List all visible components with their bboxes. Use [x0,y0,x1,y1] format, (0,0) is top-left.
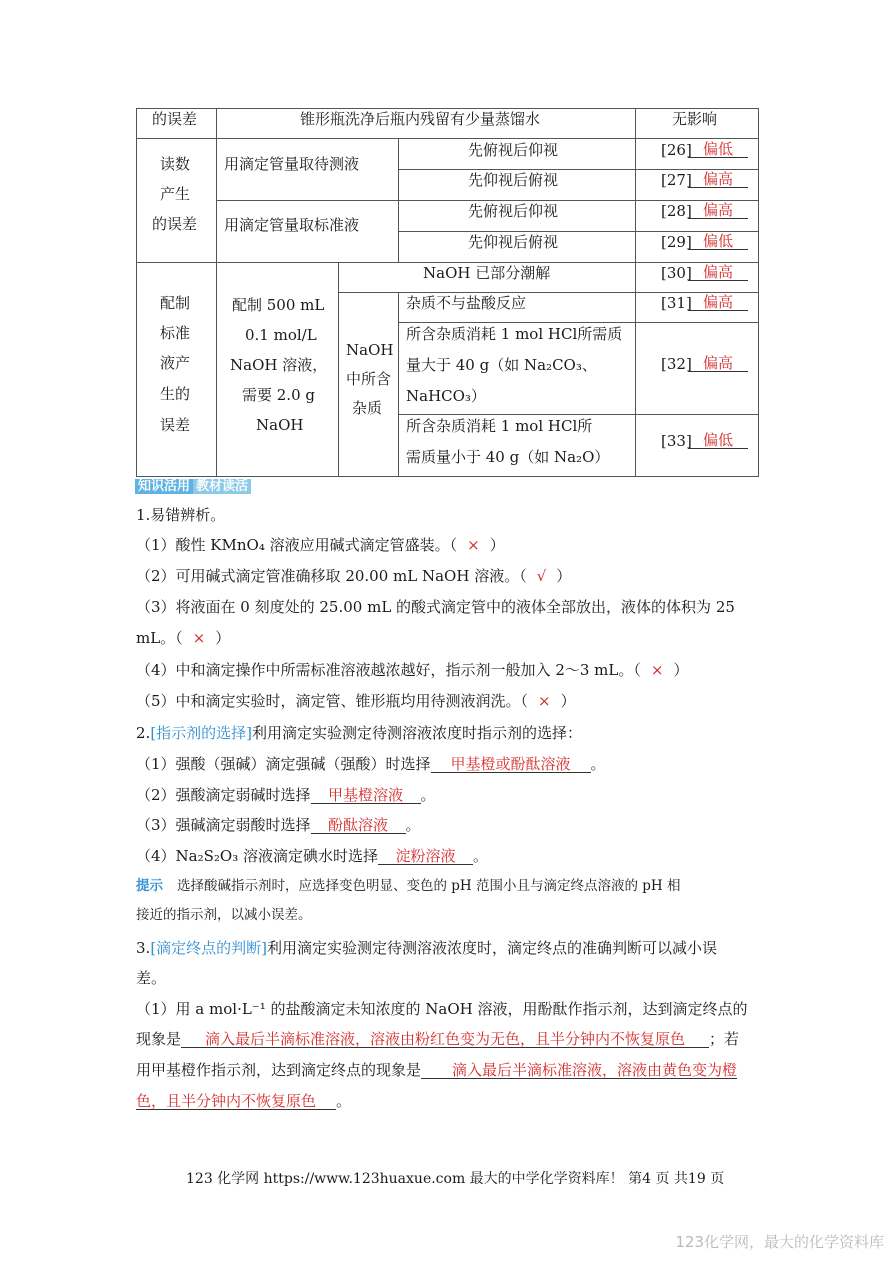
badge-textbook: 教材读活 [193,479,251,494]
q3-p1-text: 。 [336,1092,352,1110]
row0-operation: 锥形瓶洗净后瓶内残留有少量蒸馏水 [300,110,541,128]
answer-blank: 滴入最后半滴标准溶液，溶液由黄色变为橙 [421,1063,737,1079]
prep-sub-line: 0.1 mol/L [245,326,317,344]
read-label-line: 读数 [160,155,191,173]
q2-item [136,788,436,804]
q2-item [136,818,421,834]
q2-item-end: 。 [473,847,489,865]
prep-sub-line: 需要 2.0 g [242,386,315,404]
answer-blank: 滴入最后半滴标准溶液，溶液由粉红色变为无色，且半分钟内不恢复原色 [181,1032,709,1048]
impurity-line: 杂质 [352,399,383,417]
q1-item [136,600,735,615]
q1-item [136,663,688,678]
q2-item-end: 。 [420,786,436,804]
prep-label-line: 生的 [160,385,191,403]
q1-item-text: （4）中和滴定操作中所需标准溶液越浓越好，指示剂一般加入 2～3 mL。（ [136,661,641,679]
answer-number: [27] [661,171,692,189]
q3-title [136,941,717,956]
q1-item-text: （3）将液面在 0 刻度处的 25.00 mL 的酸式滴定管中的液体全部放出，液体的体积为 25 [136,598,735,616]
q1-item-text: （1）酸性 KMnO₄ 溶液应用碱式滴定管盛装。（ [136,536,458,554]
q1-item-text: （2）可用碱式滴定管准确移取 20.00 mL NaOH 溶液。（ [136,567,527,585]
q2-title-text: 利用滴定实验测定待测溶液浓度时指示剂的选择： [252,724,583,742]
hint-label: 提示 [136,878,163,894]
q1-item-close: ） [673,661,689,679]
check-mark: √ [536,567,547,585]
q1-item [136,569,571,584]
read-op: 先仰视后俯视 [468,171,559,189]
answer-blank: 酚酞溶液 [311,818,406,834]
q3-p1-line [136,1094,351,1110]
answer-number: [30] [661,264,692,282]
row0-label: 的误差 [152,110,198,128]
prep-op: 量大于 40 g（如 Na₂CO₃、 [406,356,597,374]
q3-p1-text: 用甲基橙作指示剂，达到滴定终点的现象是 [136,1061,422,1079]
q2-item-text: （2）强酸滴定弱碱时选择 [136,786,311,804]
prep-sub-line: 配制 500 mL [232,296,325,314]
badge-knowledge: 知识活用 [135,479,193,494]
page-footer: 123 化学网 https://www.123huaxue.com 最大的中学化学资料库！ 第4 页 共19 页 [186,1171,725,1187]
read-op: 先俯视后仰视 [468,141,559,159]
prep-op: 所含杂质消耗 1 mol HCl所需质 [406,325,623,343]
q1-item-text: （5）中和滴定实验时，滴定管、锥形瓶均用待测液润洗。（ [136,692,529,710]
q2-item-text: （1）强酸（强碱）滴定强碱（强酸）时选择 [136,755,431,773]
answer-number: [31] [661,294,692,312]
answer-blank: 色，且半分钟内不恢复原色 [136,1094,336,1110]
answer-blank: 甲基橙或酚酞溶液 [431,757,591,773]
prep-label-line: 配制 [160,294,191,312]
q2-tag: [指示剂的选择] [150,724,253,742]
q2-item-text: （3）强碱滴定弱酸时选择 [136,816,311,834]
answer-blank: 偏高 [688,172,748,188]
cross-mark: × [467,536,480,554]
answer-blank: 偏高 [688,356,748,372]
answer-blank: 偏高 [688,265,748,281]
watermark: 123化学网，最大的化学资料库 [675,1233,884,1251]
q2-item-text: （4）Na₂S₂O₃ 溶液滴定碘水时选择 [136,847,378,865]
section-badges [135,478,251,494]
q1-item [136,694,576,709]
q1-title: 1.易错辨析。 [136,506,226,524]
prep-op: 所含杂质消耗 1 mol HCl所 [406,417,593,435]
q3-p1-line [136,1063,737,1079]
answer-number: [29] [661,233,692,251]
q3-title-text: 利用滴定实验测定待测溶液浓度时，滴定终点的准确判断可以减小误 [267,939,718,957]
hint-text: 选择酸碱指示剂时，应选择变色明显、变色的 pH 范围小且与滴定终点溶液的 pH 相 [177,878,681,894]
answer-number: [32] [661,355,692,373]
answer-blank: 偏高 [688,295,748,311]
answer-blank: 偏低 [688,142,748,158]
q1-item-close: ） [489,536,505,554]
prep-label-line: 液产 [160,354,191,372]
q1-item-close: ） [556,567,572,585]
q2-hint [136,880,681,894]
q2-item [136,757,606,773]
q3-title-text: 差。 [136,969,167,987]
impurity-line: 中所含 [346,370,392,388]
q3-p1-text: （1）用 a mol·L⁻¹ 的盐酸滴定未知浓度的 NaOH 溶液，用酚酞作指示剂，达到滴定终点的 [136,1000,748,1018]
hint-text: 接近的指示剂，以减小误差。 [136,907,312,923]
q2-item-end: 。 [405,816,421,834]
answer-number: [26] [661,141,692,159]
prep-op: NaHCO₃） [406,387,486,405]
read-sublabel-standard: 用滴定管量取标准液 [224,216,360,234]
q1-item [136,631,230,646]
q2-item-end: 。 [590,755,606,773]
cross-mark: × [650,661,664,679]
answer-blank: 偏高 [688,203,748,219]
q3-number: 3. [136,939,151,957]
read-op: 先仰视后俯视 [468,233,559,251]
read-label-line: 产生 [160,185,191,203]
read-label-line: 的误差 [152,215,198,233]
answer-blank: 偏低 [688,234,748,250]
answer-blank: 偏低 [688,433,748,449]
prep-label-line: 标准 [160,324,191,342]
q1-item-text: mL。（ [136,629,183,647]
read-sublabel-test: 用滴定管量取待测液 [224,155,360,173]
answer-number: [33] [661,432,692,450]
q3-p1-line [136,1032,739,1048]
impurity-line: NaOH [346,341,394,359]
q3-tag: [滴定终点的判断] [150,939,268,957]
answer-blank: 甲基橙溶液 [311,788,421,804]
prep-label-line: 误差 [160,416,191,434]
prep-op: 需质量小于 40 g（如 Na₂O） [406,448,610,466]
q2-number: 2. [136,724,151,742]
prep-sub-line: NaOH [256,416,304,434]
prep-sub-line: NaOH 溶液， [230,356,328,374]
q3-p1-text: 现象是 [136,1030,182,1048]
q1-item [136,538,505,553]
answer-number: [28] [661,202,692,220]
q1-item-close: ） [560,692,576,710]
prep-op: 杂质不与盐酸反应 [406,294,527,312]
q2-title [136,726,582,741]
cross-mark: × [538,692,551,710]
q1-item-close: ） [215,629,231,647]
q2-item [136,849,488,865]
row0-result: 无影响 [672,110,718,128]
cross-mark: × [192,629,206,647]
answer-blank: 淀粉溶液 [378,849,473,865]
read-op: 先俯视后仰视 [468,202,559,220]
prep-op: NaOH 已部分潮解 [423,264,551,282]
q3-p1-text: ；若 [709,1030,740,1048]
